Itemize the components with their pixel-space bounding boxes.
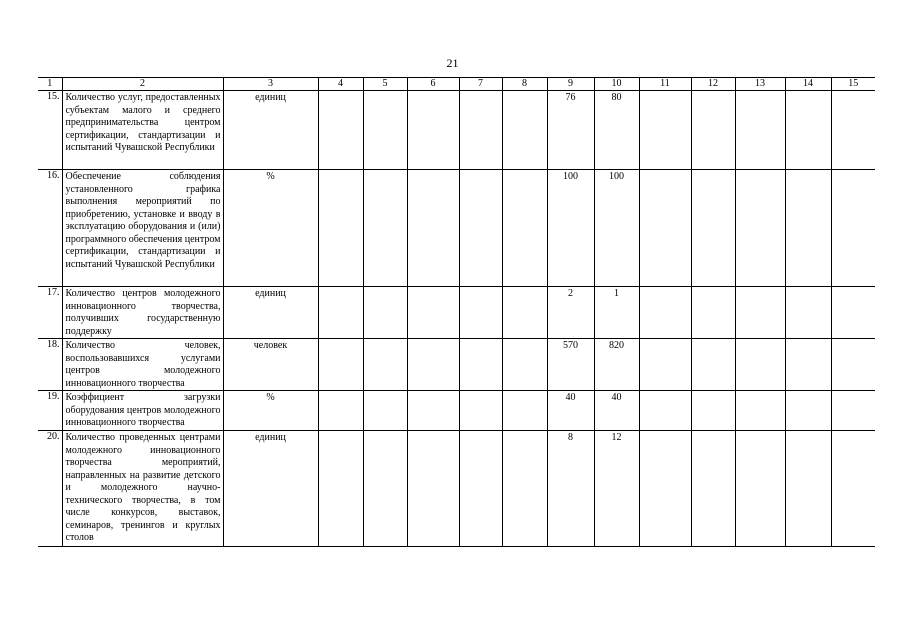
value-col-9: 2: [547, 287, 594, 339]
value-col-9: 570: [547, 339, 594, 391]
row-number: 20.: [38, 431, 62, 547]
unit-cell: единиц: [223, 287, 318, 339]
indicator-name: Количество человек, воспользовавшихся услугами центров молодежного инновационного творчества: [62, 339, 223, 391]
column-number: 12: [691, 78, 735, 91]
value-col-9: 76: [547, 91, 594, 170]
column-number: 5: [363, 78, 407, 91]
value-col-10: 100: [594, 170, 639, 287]
table-row: [38, 431, 875, 547]
table-row: [38, 339, 875, 391]
row-number: 16.: [38, 170, 62, 287]
column-number: 15: [831, 78, 875, 91]
value-col-10: 40: [594, 391, 639, 431]
row-number: 15.: [38, 91, 62, 170]
value-col-9: 40: [547, 391, 594, 431]
unit-cell: человек: [223, 339, 318, 391]
column-number: 10: [594, 78, 639, 91]
indicators-table: [38, 77, 875, 547]
row-number: 17.: [38, 287, 62, 339]
unit-cell: единиц: [223, 91, 318, 170]
value-col-10: 80: [594, 91, 639, 170]
value-col-9: 8: [547, 431, 594, 547]
row-number: 19.: [38, 391, 62, 431]
indicator-name: Количество центров молодежного инновационного творчества, получивших государственную поддержку: [62, 287, 223, 339]
value-col-10: 1: [594, 287, 639, 339]
column-number: 8: [502, 78, 547, 91]
column-number: 14: [785, 78, 831, 91]
unit-cell: единиц: [223, 431, 318, 547]
value-col-9: 100: [547, 170, 594, 287]
indicator-name: Коэффициент загрузки оборудования центров молодежного инновационного творчества: [62, 391, 223, 431]
column-number: 9: [547, 78, 594, 91]
table-row: [38, 391, 875, 431]
page-number: 21: [446, 56, 459, 70]
indicator-name: Обеспечение соблюдения установленного графика выполнения мероприятий по приобретению, установке и вводу в эксплуатацию оборудования и (или) программного обеспечения центром сертификации, стандартизации и испытаний Чувашской Республики: [62, 170, 223, 287]
value-col-10: 820: [594, 339, 639, 391]
column-number: 6: [407, 78, 459, 91]
column-number: 2: [62, 78, 223, 91]
unit-cell: %: [223, 391, 318, 431]
table-row: [38, 91, 875, 170]
column-number: 7: [459, 78, 502, 91]
indicator-name: Количество услуг, предоставленных субъектам малого и среднего предпринимательства центром сертификации, стандартизации и испытаний Чувашской Республики: [62, 91, 223, 170]
unit-cell: %: [223, 170, 318, 287]
row-number: 18.: [38, 339, 62, 391]
value-col-10: 12: [594, 431, 639, 547]
indicator-name: Количество проведенных центрами молодежного инновационного творчества мероприятий, направленных на развитие детского и молодежного научно-технического творчества, в том числе конкурсов, выставок, семинаров, тренингов и круглых столов: [62, 431, 223, 547]
column-number: 3: [223, 78, 318, 91]
table-row: [38, 170, 875, 287]
column-number: 4: [318, 78, 363, 91]
column-number: 13: [735, 78, 785, 91]
column-number-row: [38, 78, 875, 91]
table-row: [38, 287, 875, 339]
column-number: 11: [639, 78, 691, 91]
column-number: 1: [38, 78, 62, 91]
